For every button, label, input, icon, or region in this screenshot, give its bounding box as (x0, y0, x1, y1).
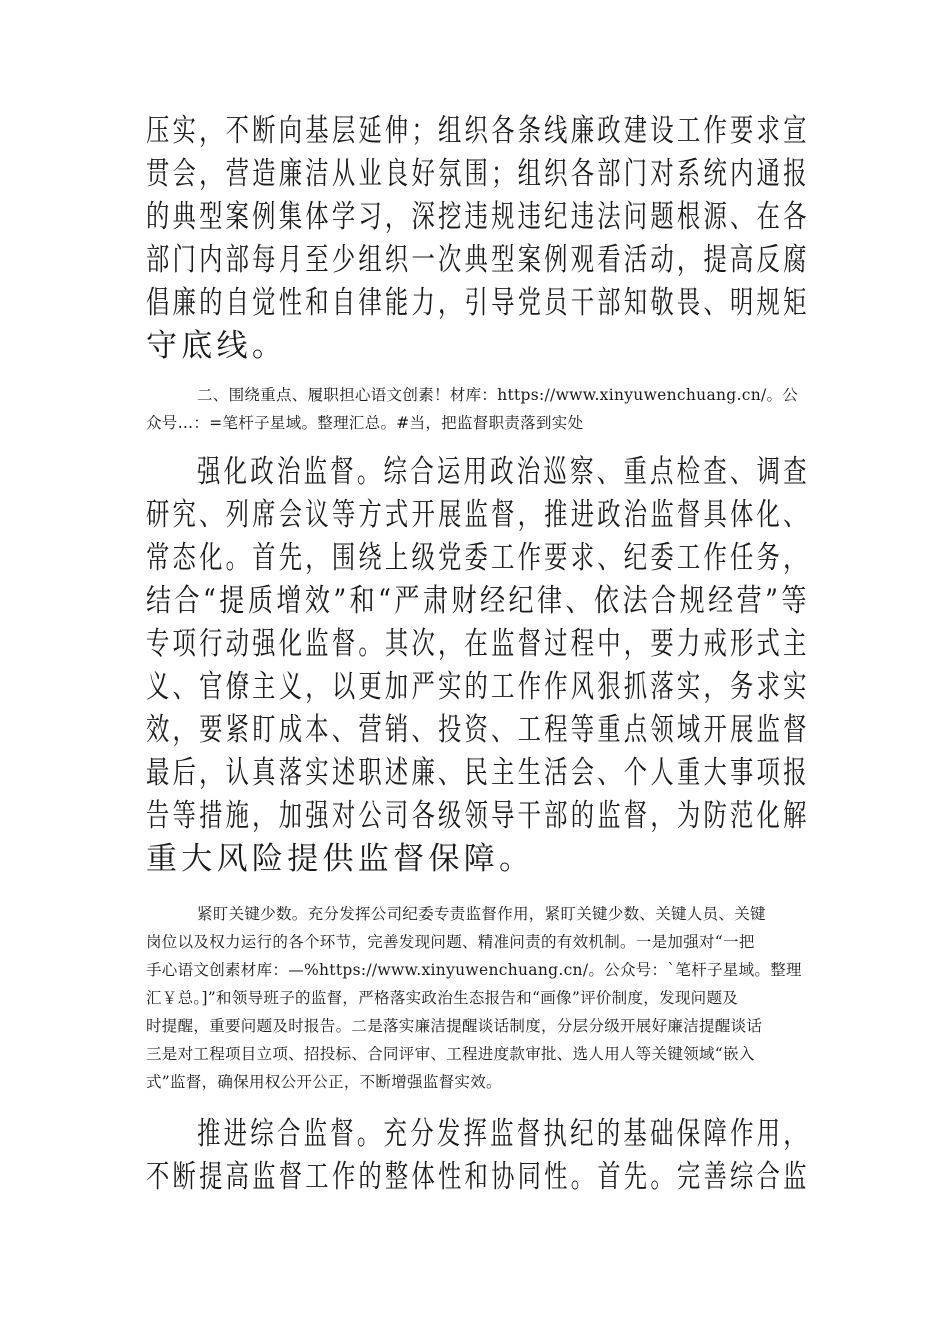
paragraph-line: 倡廉的自觉性和自律能力，引导党员干部知敬畏、明规矩 (146, 285, 810, 321)
paragraph-line: 的典型案例集体学习，深挖违规违纪违法问题根源、在各 (146, 199, 810, 235)
note-line: 汇￥总。]”和领导班子的监督，严格落实政治生态报告和“画像”评价制度，发现问题及 (146, 989, 739, 1007)
paragraph-line: 效，要紧盯成本、营销、投资、工程等重点领域开展监督 (146, 712, 810, 748)
note-line: 手心语文创素材库：—%https://www.xinyuwenchuang.cn/。公众号：`笔杆子星域。整理 (146, 961, 802, 979)
paragraph-line: 重大风险提供监督保障。 (146, 841, 535, 877)
paragraph-line: 推进综合监督。充分发挥监督执纪的基础保障作用， (197, 1116, 810, 1152)
paragraph-line: 常态化。首先，围绕上级党委工作要求、纪委工作任务， (146, 540, 810, 576)
paragraph-line: 压实，不断向基层延伸；组织各条线廉政建设工作要求宣 (146, 113, 810, 149)
note-line: 式”监督，确保用权公开公正，不断增强监督实效。 (146, 1073, 502, 1091)
paragraph-line: 结合“提质增效”和“严肃财经纪律、依法合规经营”等 (146, 583, 810, 619)
paragraph-line: 研究、列席会议等方式开展监督，推进政治监督具体化、 (146, 497, 810, 533)
paragraph-line: 守底线。 (146, 328, 288, 364)
paragraph-line: 不断提高监督工作的整体性和协同性。首先。完善综合监 (146, 1159, 810, 1195)
paragraph-line: 义、官僚主义，以更加严实的工作作风狠抓落实，务求实 (146, 669, 810, 705)
paragraph-line: 强化政治监督。综合运用政治巡察、重点检查、调查 (197, 454, 810, 490)
paragraph-line: 告等措施，加强对公司各级领导干部的监督，为防范化解 (146, 798, 810, 834)
paragraph-line: 最后，认真落实述职述廉、民主生活会、个人重大事项报 (146, 755, 810, 791)
paragraph-line: 专项行动强化监督。其次，在监督过程中，要力戒形式主 (146, 626, 810, 662)
paragraph-line: 贯会，营造廉洁从业良好氛围；组织各部门对系统内通报 (146, 156, 810, 192)
note-line: 三是对工程项目立项、招投标、合同评审、工程进度款审批、选人用人等关键领域“嵌入 (146, 1045, 755, 1063)
paragraph-line: 部门内部每月至少组织一次典型案例观看活动，提高反腐 (146, 242, 810, 278)
note-line: 紧盯关键少数。充分发挥公司纪委专责监督作用，紧盯关键少数、关键人员、关键 (197, 905, 766, 923)
note-line: 岗位以及权力运行的各个环节，完善发现问题、精准问责的有效机制。一是加强对“一把 (146, 933, 755, 951)
note-line: 时提醒，重要问题及时报告。二是落实廉洁提醒谈话制度，分层分级开展好廉洁提醒谈话 (146, 1017, 763, 1035)
note-line: 众号…：=笔杆子星域。整理汇总。#当，把监督职责落到实处 (146, 414, 584, 432)
note-line: 二、围绕重点、履职担心语文创素！材库：https://www.xinyuwenchuang.cn/。公 (197, 386, 799, 404)
